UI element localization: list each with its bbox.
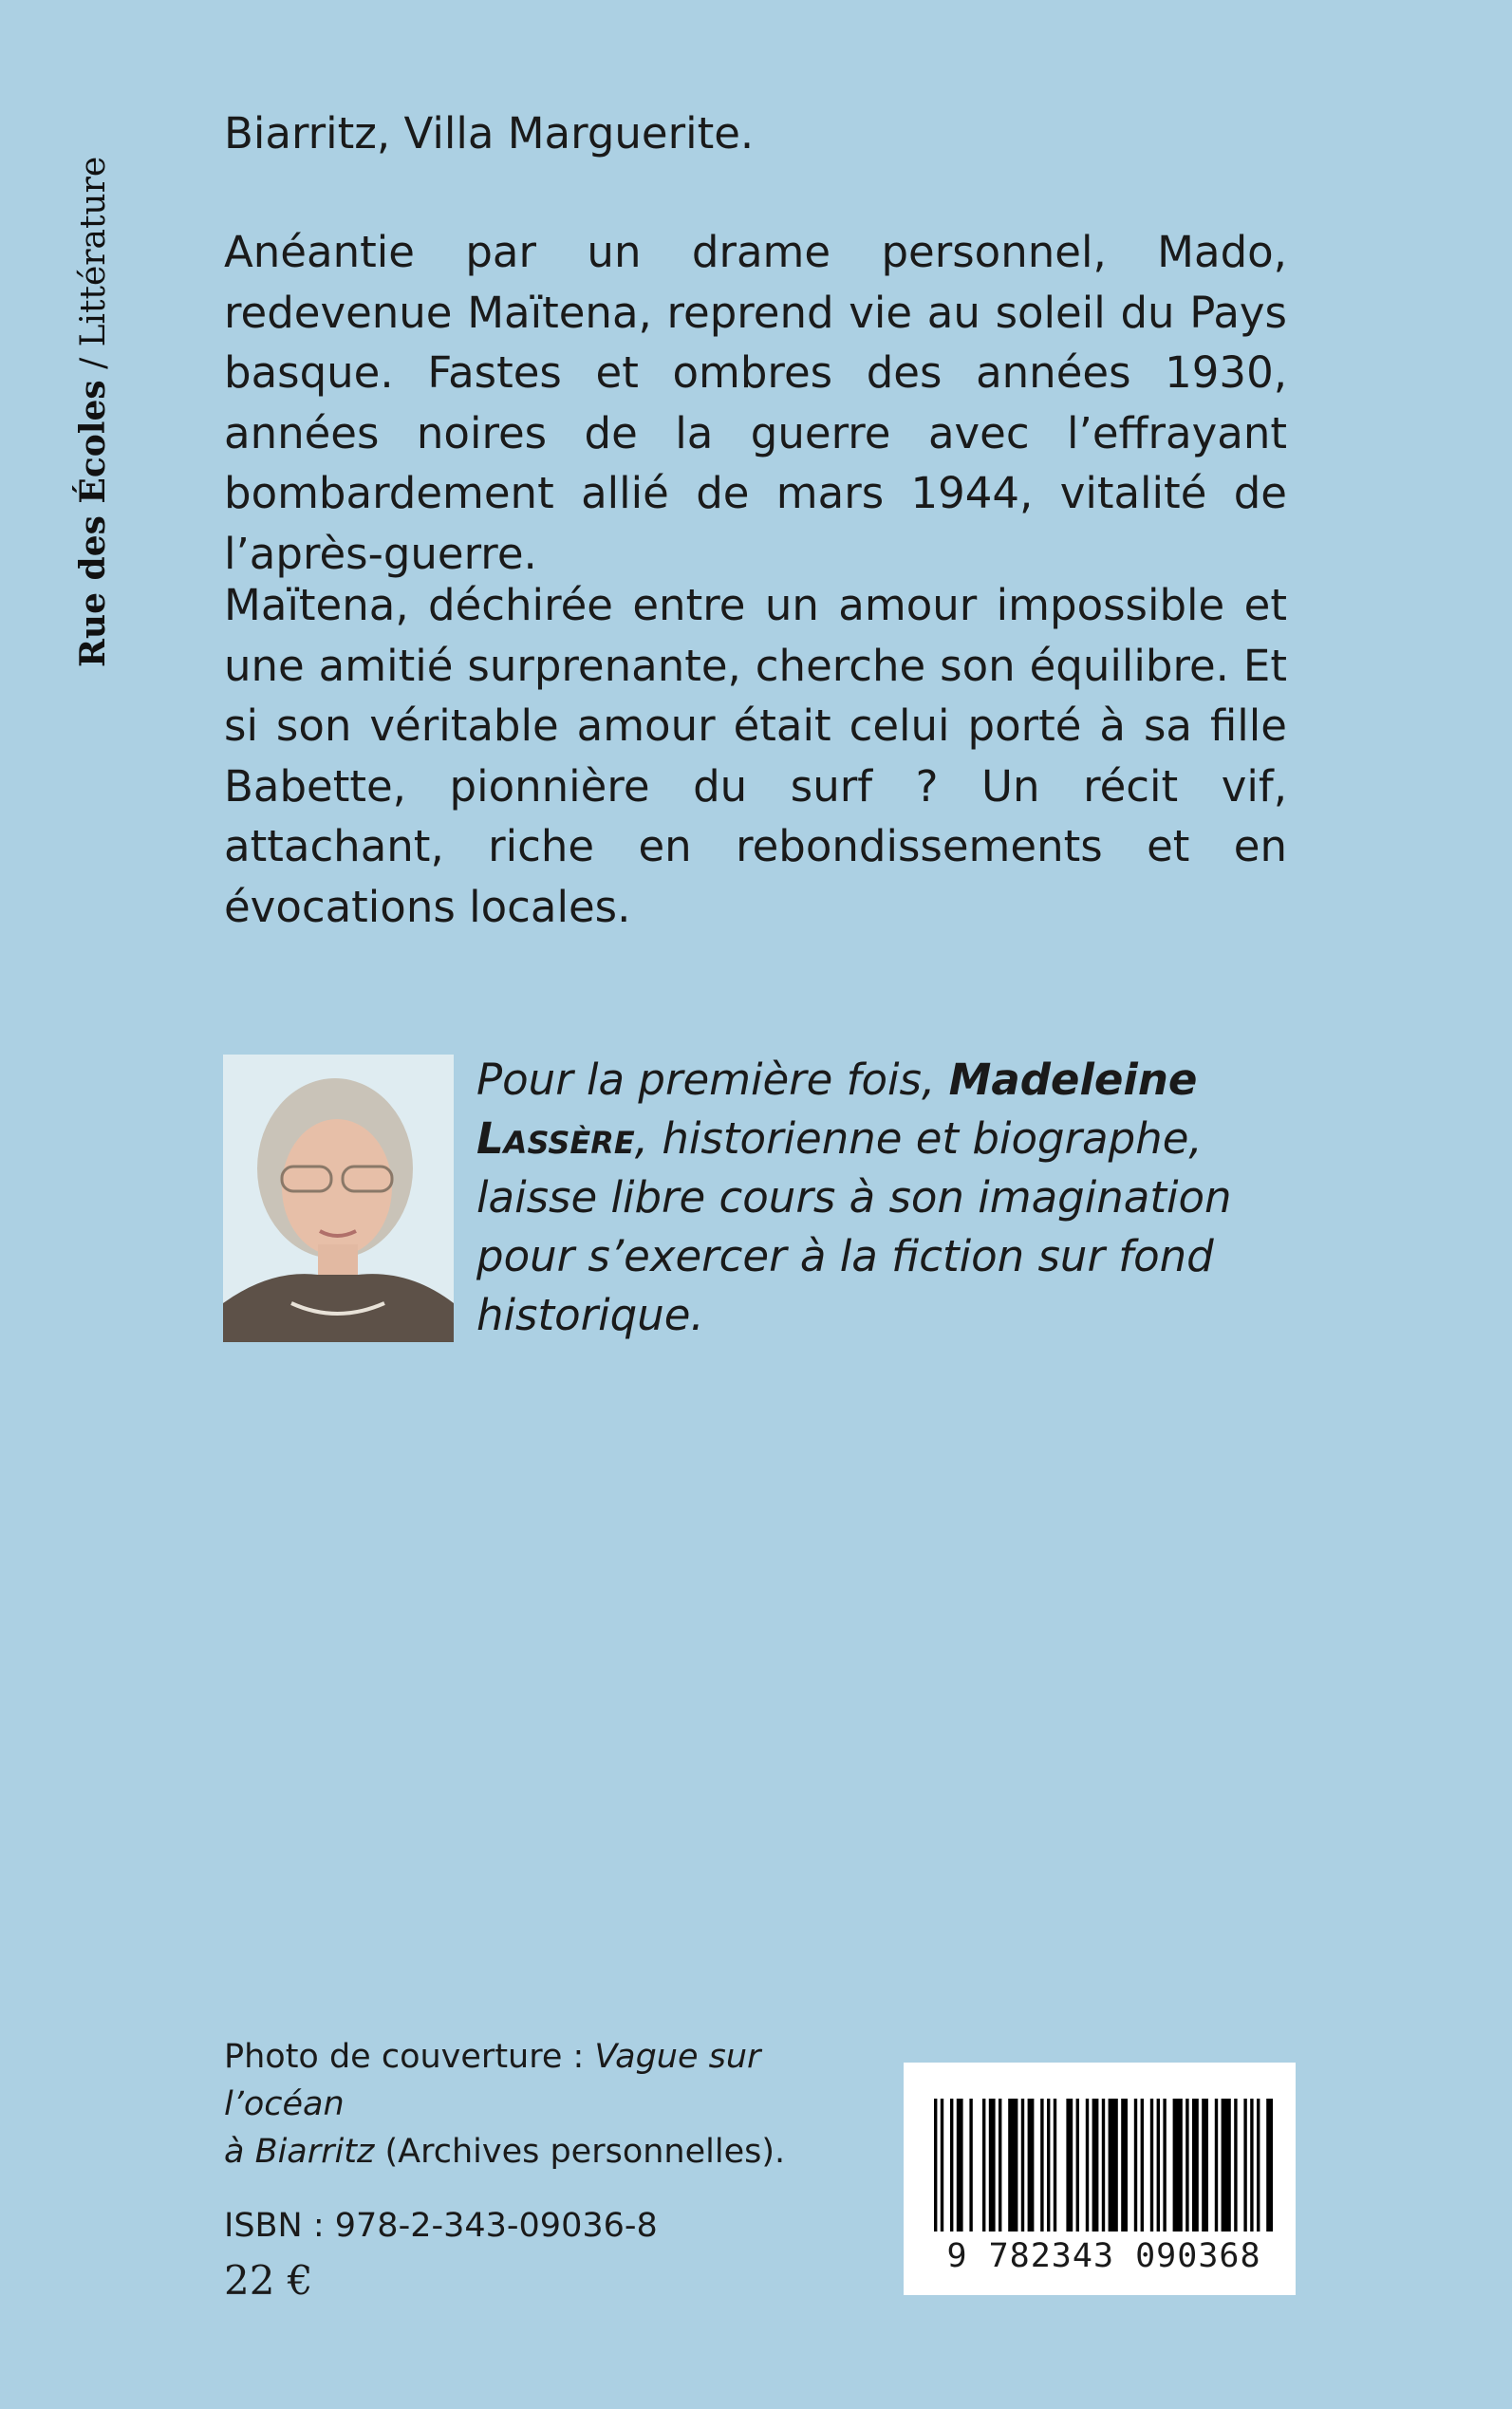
barcode <box>904 2063 1296 2295</box>
genre-name: Littérature <box>74 156 113 347</box>
barcode-bar <box>1163 2099 1166 2232</box>
barcode-bar <box>1054 2099 1056 2232</box>
barcode-bar <box>1028 2099 1035 2232</box>
barcode-bar <box>1066 2099 1073 2232</box>
price: 22 € <box>224 2257 313 2304</box>
spine-label <box>73 157 113 667</box>
bio-rest: , historienne et biographe, laisse libre cours à son imagination pour s’exercer à la fiction sur fond historique. <box>476 1113 1232 1340</box>
barcode-bar <box>1008 2099 1017 2232</box>
credit-title-line2: à Biarritz <box>224 2133 375 2171</box>
barcode-bar <box>1086 2099 1089 2232</box>
isbn: ISBN : 978-2-343-09036-8 <box>224 2207 658 2245</box>
barcode-bar <box>1222 2099 1231 2232</box>
barcode-bar <box>1109 2099 1118 2232</box>
barcode-digits: 9 782343 090368 <box>946 2237 1261 2275</box>
barcode-bar <box>1134 2099 1137 2232</box>
barcode-bar <box>1257 2099 1260 2232</box>
barcode-bar <box>1215 2099 1218 2232</box>
barcode-bar <box>1173 2099 1183 2232</box>
barcode-bar <box>1192 2099 1199 2232</box>
bio-intro: Pour la première fois, <box>476 1055 949 1105</box>
author-photo <box>223 1055 454 1342</box>
blurb-location: Biarritz, Villa Marguerite. <box>224 108 755 159</box>
barcode-bar <box>1102 2099 1105 2232</box>
barcode-bar <box>1047 2099 1050 2232</box>
barcode-bar <box>1243 2099 1246 2232</box>
barcode-bar <box>1250 2099 1253 2232</box>
barcode-bars <box>932 2099 1276 2241</box>
author-bio <box>476 1051 1293 1345</box>
barcode-bar <box>1040 2099 1043 2232</box>
barcode-bar <box>1021 2099 1024 2232</box>
barcode-bar <box>999 2099 1001 2232</box>
cover-photo-credit <box>224 2033 869 2176</box>
barcode-bar <box>1266 2099 1273 2232</box>
credit-suffix: (Archives personnelles). <box>374 2133 786 2171</box>
barcode-bar <box>982 2099 985 2232</box>
author-last-name: Lassère <box>476 1113 635 1164</box>
credit-title-line1: Vague sur l’océan <box>224 2038 761 2123</box>
barcode-bar <box>1076 2099 1079 2232</box>
barcode-bar <box>1202 2099 1208 2232</box>
barcode-bar <box>1121 2099 1128 2232</box>
blurb-paragraph-2: Maïtena, déchirée entre un amour impossible et une amitié surprenante, cherche son équilibre. Et si son véritable amour était celui porté à sa fille Babette, pionnière du surf ? Un récit vif, attachant, riche en rebondissements et en évocations locales. <box>224 580 1287 932</box>
barcode-bar <box>1092 2099 1099 2232</box>
barcode-bar <box>1234 2099 1237 2232</box>
barcode-bar <box>1157 2099 1160 2232</box>
barcode-bar <box>969 2099 972 2232</box>
blurb-paragraph-1: Anéantie par un drame personnel, Mado, redevenue Maïtena, reprend vie au soleil du Pays basque. Fastes et ombres des années 1930, années noires de la guerre avec l’effrayant bombardement allié de mars 1944, vitalité de l’après-guerre. <box>224 227 1287 579</box>
barcode-bar <box>941 2099 943 2232</box>
spine-separator: / <box>74 346 113 381</box>
barcode-bar <box>1141 2099 1144 2232</box>
barcode-bar <box>989 2099 996 2232</box>
author-first-name: Madeleine <box>948 1055 1198 1105</box>
barcode-bar <box>934 2099 937 2232</box>
barcode-bar <box>1185 2099 1188 2232</box>
barcode-bar <box>957 2099 963 2232</box>
credit-prefix: Photo de couverture : <box>224 2038 595 2076</box>
barcode-bar <box>950 2099 953 2232</box>
series-name: Rue des Écoles <box>73 380 113 667</box>
barcode-bar <box>1150 2099 1153 2232</box>
